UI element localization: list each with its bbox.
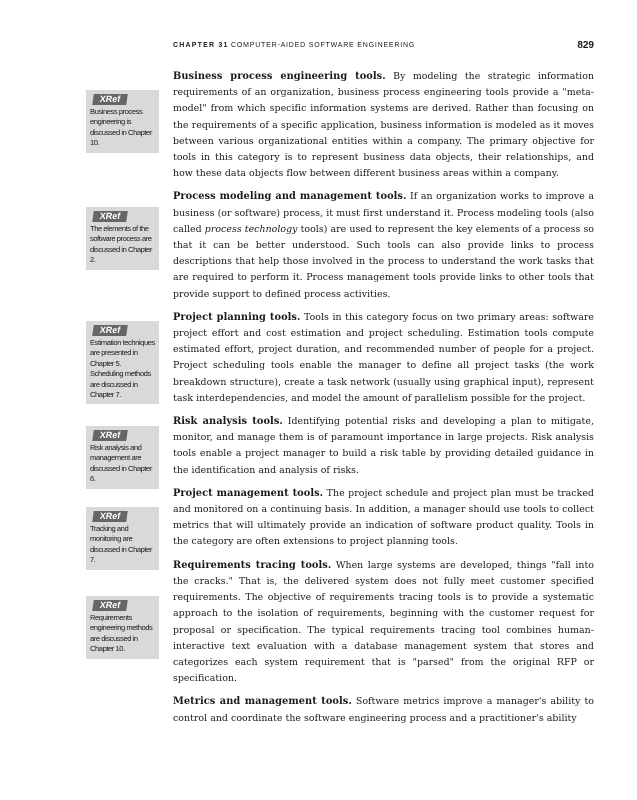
xref-box-5 — [86, 507, 159, 570]
section-process-modeling — [173, 189, 594, 302]
xref-box-1 — [86, 90, 159, 153]
xref-box-2 — [86, 207, 159, 270]
chapter-label: CHAPTER 31 — [173, 42, 229, 49]
xref-box-3 — [86, 321, 159, 404]
xref-box-4 — [86, 426, 159, 489]
section-text: When large systems are developed, things "fall into the cracks." That is, the delivered system does not fully meet customer specified requirements. The objective of requirements tracing tools is to provide a systematic approach to the isolation of requirements, beginning with the customer request for proposal or specification. The typical requirements tracing tool combines human-interactive text evaluation with a database management system that stores and categorizes each system requirement that is "parsed" from the original RFP or specification. — [173, 559, 595, 685]
xref-tag: XRef — [92, 511, 128, 522]
main-body — [173, 69, 594, 734]
section-text: Software metrics improve a manager's ability to control and coordinate the software engineering process and a practitioner's ability — [173, 696, 594, 724]
page-number: 829 — [577, 40, 594, 51]
section-requirements-tracing — [173, 558, 594, 688]
xref-tag: XRef — [92, 600, 128, 611]
section-text: The project schedule and project plan must be tracked and monitored on a continuing basis. In addition, a manager should use tools to collect metrics that will ultimately provide an indication of software product quality. Tools in the category are often extensions to project planning tools. — [173, 487, 594, 548]
section-title: Project management tools. — [173, 487, 324, 499]
section-text: tools) are used to represent the key elements of a process so that it can be better understood. Such tools can also provide links to process descriptions that help those involved in the process to understand the work tasks that are required to perform it. Process management tools provide links to other tools that provide support to defined process activities. — [173, 223, 594, 300]
section-text: By modeling the strategic information requirements of an organization, business process engineering tools provide a "meta-model" from which specific information systems are derived. Rather than focusing on the requirements of a specific application, business information is modeled as it moves between various organizational entities within a company. The primary objective for tools in this category is to represent business data objects, their relationships, and how these data objects flow between different business areas within a company. — [173, 71, 595, 180]
xref-tag: XRef — [92, 325, 128, 336]
section-text: Tools in this category focus on two primary areas: software project effort and cost estimation and project scheduling. Estimation tools compute estimated effort, project duration, and recommended number of people for a project. Project scheduling tools enable the manager to define all project tasks (the work breakdown structure), create a task network (usually using graphical input), represent task interdependencies, and model the amount of parallelism possible for the project. — [173, 311, 594, 404]
xref-note: Risk analysis and management are discussed in Chapter 6. — [90, 443, 152, 484]
section-title: Requirements tracing tools. — [173, 559, 332, 571]
xref-tag: XRef — [92, 211, 128, 222]
section-project-planning — [173, 310, 594, 407]
chapter-title: COMPUTER-AIDED SOFTWARE ENGINEERING — [231, 42, 416, 49]
section-risk-analysis — [173, 414, 594, 479]
xref-note: The elements of the software process are discussed in Chapter 2. — [90, 224, 152, 265]
xref-note: Requirements engineering methods are discussed in Chapter 10. — [90, 613, 153, 654]
section-business-process — [173, 69, 594, 182]
xref-note: Tracking and monitoring are discussed in Chapter 7. — [90, 524, 152, 565]
xref-tag: XRef — [92, 94, 128, 105]
section-metrics-management — [173, 694, 594, 726]
section-text: Identifying potential risks and developing a plan to mitigate, monitor, and manage them is of paramount importance in large projects. Risk analysis tools enable a project manager to build a risk table by providing detailed guidance in the identification and analysis of risks. — [173, 416, 594, 476]
section-title: Risk analysis tools. — [173, 416, 283, 428]
section-text: If an organization works to improve a business (or software) process, it must first understand it. Process modeling tools (also called — [173, 191, 594, 235]
xref-tag: XRef — [92, 430, 128, 441]
running-header — [173, 42, 594, 56]
section-text-emphasis: process technology — [204, 223, 298, 235]
section-title: Project planning tools. — [173, 311, 301, 323]
xref-note: Estimation techniques are presented in Chapter 5. Scheduling methods are discussed in Chapter 7. — [90, 338, 155, 400]
section-title: Metrics and management tools. — [173, 696, 352, 708]
section-title: Process modeling and management tools. — [173, 191, 407, 203]
xref-box-6 — [86, 596, 159, 659]
section-title: Business process engineering tools. — [173, 71, 386, 82]
section-project-management — [173, 486, 594, 551]
xref-note: Business process engineering is discussed in Chapter 10. — [90, 107, 152, 148]
